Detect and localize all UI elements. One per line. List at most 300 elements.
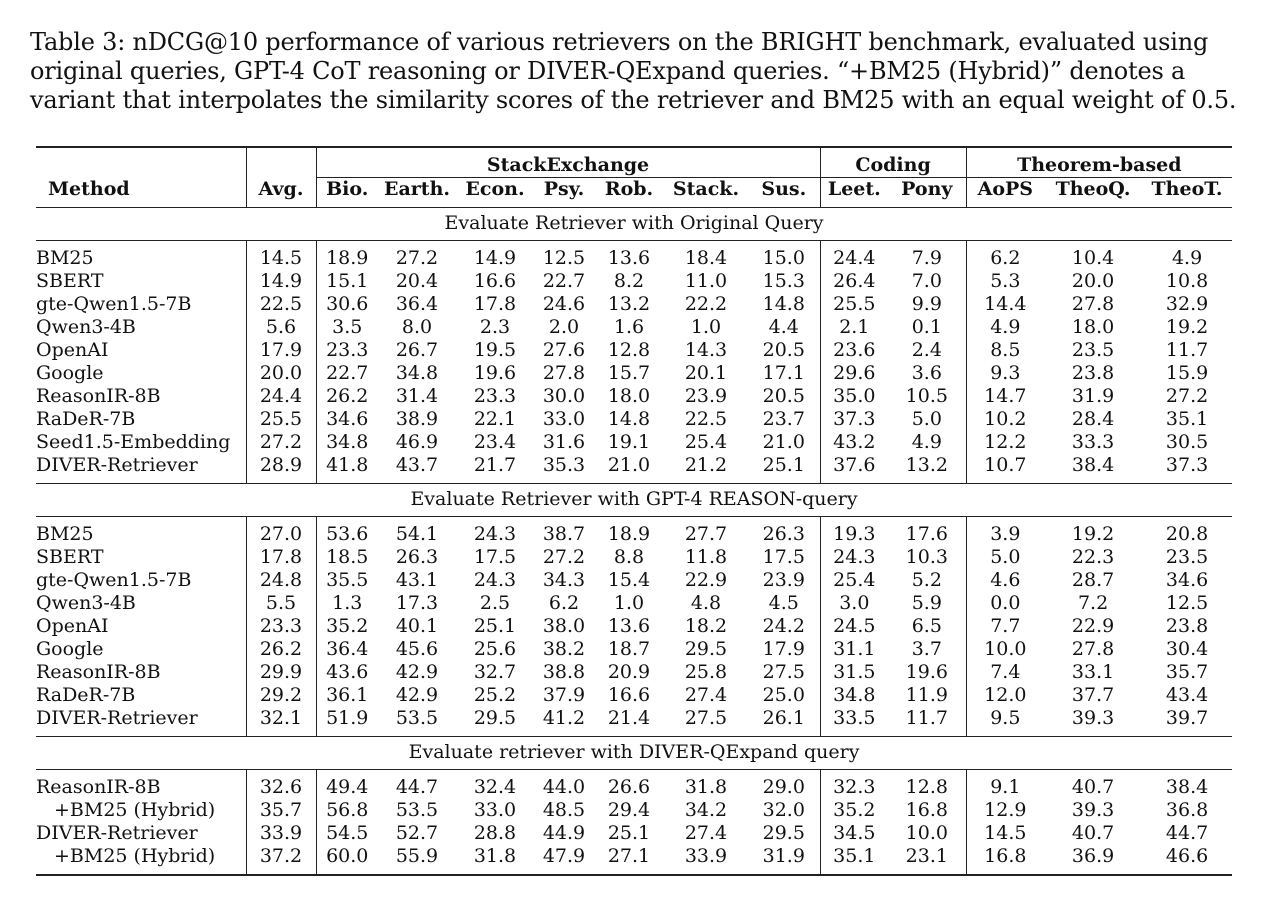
score-cell: 43.6 (316, 661, 378, 684)
score-cell: 27.8 (1071, 293, 1115, 315)
score-cell: 38.4 (1165, 776, 1209, 798)
score-cell: 23.8 (1165, 615, 1209, 637)
score-cell: 23.1 (905, 845, 948, 867)
score-cell: 48.5 (542, 799, 586, 821)
score-cell: 38.0 (542, 615, 586, 637)
score-cell: 27.2 (246, 431, 316, 454)
score-cell: 27.7 (684, 523, 728, 545)
table-row (36, 661, 1232, 684)
score-cell: 24.4 (820, 241, 888, 271)
score-cell: 33.5 (820, 707, 888, 737)
score-cell: 12.5 (542, 247, 586, 269)
score-cell: 52.7 (395, 822, 439, 844)
score-cell: 25.5 (246, 408, 316, 431)
score-cell: 25.2 (473, 684, 517, 706)
results-table (36, 146, 1232, 876)
score-cell: 36.8 (1165, 799, 1209, 821)
score-cell: 28.7 (1071, 569, 1115, 591)
score-cell: 24.8 (246, 569, 316, 592)
score-cell: 6.5 (911, 615, 942, 637)
score-cell: 18.5 (316, 546, 378, 569)
score-cell: 4.9 (911, 431, 942, 453)
score-cell: 5.2 (911, 569, 942, 591)
score-cell: 15.1 (316, 270, 378, 293)
score-cell: 27.2 (395, 247, 439, 269)
score-cell: 23.6 (820, 339, 888, 362)
score-cell: 14.7 (966, 385, 1044, 408)
score-cell: 19.6 (905, 661, 948, 683)
score-cell: 32.0 (762, 799, 805, 821)
method-name: DIVER-Retriever (36, 822, 198, 844)
score-cell: 3.6 (911, 362, 942, 384)
score-cell: 5.9 (911, 592, 942, 614)
score-cell: 26.6 (607, 776, 651, 798)
score-cell: 26.3 (762, 523, 805, 545)
score-cell: 37.7 (1071, 684, 1115, 706)
score-cell: 14.8 (762, 293, 805, 315)
score-cell: 44.7 (395, 776, 439, 798)
score-cell: 23.5 (1071, 339, 1115, 361)
score-cell: 26.2 (316, 385, 378, 408)
score-cell: 10.0 (905, 822, 948, 844)
score-cell: 53.6 (316, 517, 378, 547)
score-cell: 37.6 (820, 454, 888, 484)
score-cell: 14.9 (246, 270, 316, 293)
score-cell: 2.3 (479, 316, 511, 338)
score-cell: 43.4 (1165, 684, 1209, 706)
method-name: ReasonIR-8B (36, 385, 161, 407)
score-cell: 26.7 (395, 339, 439, 361)
score-cell: 29.2 (246, 684, 316, 707)
score-cell: 28.4 (1071, 408, 1115, 430)
score-cell: 13.6 (607, 615, 651, 637)
table-row (36, 241, 1232, 271)
table-row (36, 799, 1232, 822)
score-cell: 11.0 (684, 270, 728, 292)
score-cell: 4.8 (690, 592, 722, 614)
score-cell: 3.7 (911, 638, 942, 660)
column-header-leet: Leet. (820, 178, 888, 208)
score-cell: 16.6 (473, 270, 517, 292)
score-cell: 20.9 (607, 661, 651, 683)
table-row (36, 316, 1232, 339)
table-row (36, 569, 1232, 592)
method-name: +BM25 (Hybrid) (54, 799, 216, 821)
column-header-bio: Bio. (316, 178, 378, 208)
score-cell: 46.6 (1165, 845, 1209, 867)
score-cell: 19.6 (473, 362, 517, 384)
score-cell: 42.9 (395, 684, 439, 706)
score-cell: 28.8 (473, 822, 517, 844)
method-name: ReasonIR-8B (36, 661, 161, 683)
score-cell: 30.6 (316, 293, 378, 316)
score-cell: 24.6 (542, 293, 586, 315)
score-cell: 2.1 (820, 316, 888, 339)
score-cell: 33.0 (473, 799, 517, 821)
score-cell: 18.9 (316, 241, 378, 271)
score-cell: 34.6 (316, 408, 378, 431)
table-row (36, 339, 1232, 362)
score-cell: 12.9 (966, 799, 1044, 822)
score-cell: 34.3 (542, 569, 586, 591)
score-cell: 27.4 (684, 822, 728, 844)
score-cell: 26.1 (762, 707, 805, 729)
score-cell: 3.5 (316, 316, 378, 339)
section-header-row (36, 484, 1232, 517)
score-cell: 17.5 (473, 546, 517, 568)
score-cell: 34.8 (820, 684, 888, 707)
score-cell: 27.1 (607, 845, 651, 867)
table-row (36, 408, 1232, 431)
score-cell: 35.3 (542, 454, 586, 476)
score-cell: 18.0 (1071, 316, 1115, 338)
table-row (36, 546, 1232, 569)
column-header-pony: Pony (901, 178, 953, 200)
score-cell: 18.2 (684, 615, 728, 637)
score-cell: 19.2 (1071, 523, 1115, 545)
score-cell: 37.3 (820, 408, 888, 431)
score-cell: 30.5 (1165, 431, 1209, 453)
score-cell: 21.4 (607, 707, 651, 729)
score-cell: 17.3 (395, 592, 439, 614)
group-header-stackexchange: StackExchange (316, 147, 820, 178)
score-cell: 19.3 (820, 517, 888, 547)
score-cell: 6.2 (966, 241, 1044, 271)
score-cell: 40.1 (395, 615, 439, 637)
score-cell: 8.5 (966, 339, 1044, 362)
score-cell: 34.5 (820, 822, 888, 845)
score-cell: 25.1 (762, 454, 805, 476)
score-cell: 23.4 (473, 431, 517, 453)
score-cell: 23.9 (762, 569, 805, 591)
score-cell: 7.4 (966, 661, 1044, 684)
section-header-row (36, 737, 1232, 770)
score-cell: 38.7 (542, 523, 586, 545)
score-cell: 11.8 (684, 546, 728, 568)
table-header (36, 147, 1232, 208)
score-cell: 44.0 (542, 776, 586, 798)
score-cell: 8.0 (401, 316, 433, 338)
score-cell: 1.6 (613, 316, 645, 338)
score-cell: 21.2 (684, 454, 728, 476)
group-header-coding: Coding (820, 147, 966, 178)
score-cell: 20.0 (1071, 270, 1115, 292)
score-cell: 10.7 (966, 454, 1044, 484)
score-cell: 18.4 (684, 247, 728, 269)
score-cell: 11.7 (1165, 339, 1209, 361)
score-cell: 10.2 (966, 408, 1044, 431)
score-cell: 20.1 (684, 362, 728, 384)
method-name: gte-Qwen1.5-7B (36, 569, 192, 591)
score-cell: 7.0 (911, 270, 942, 292)
score-cell: 33.1 (1071, 661, 1115, 683)
score-cell: 31.1 (820, 638, 888, 661)
score-cell: 29.5 (473, 707, 517, 729)
column-header-theot: TheoT. (1151, 178, 1223, 200)
score-cell: 4.5 (768, 592, 799, 614)
score-cell: 28.9 (246, 454, 316, 484)
score-cell: 23.7 (762, 408, 805, 430)
score-cell: 1.0 (613, 592, 645, 614)
score-cell: 14.3 (684, 339, 728, 361)
score-cell: 31.9 (762, 845, 805, 867)
score-cell: 60.0 (316, 845, 378, 875)
score-cell: 6.2 (548, 592, 580, 614)
score-cell: 5.5 (246, 592, 316, 615)
score-cell: 56.8 (316, 799, 378, 822)
score-cell: 43.2 (820, 431, 888, 454)
score-cell: 22.7 (316, 362, 378, 385)
score-cell: 10.3 (905, 546, 948, 568)
section-title: Evaluate retriever with DIVER-QExpand query (36, 737, 1232, 770)
score-cell: 26.2 (246, 638, 316, 661)
score-cell: 37.9 (542, 684, 586, 706)
score-cell: 25.8 (684, 661, 728, 683)
score-cell: 36.4 (395, 293, 439, 315)
score-cell: 27.8 (1071, 638, 1115, 660)
score-cell: 15.3 (762, 270, 805, 292)
score-cell: 25.1 (607, 822, 651, 844)
table-body (36, 208, 1232, 876)
section-header-row (36, 208, 1232, 241)
score-cell: 38.4 (1071, 454, 1115, 476)
table-row (36, 270, 1232, 293)
score-cell: 14.8 (607, 408, 651, 430)
score-cell: 29.6 (820, 362, 888, 385)
score-cell: 19.5 (473, 339, 517, 361)
score-cell: 35.0 (820, 385, 888, 408)
score-cell: 27.2 (542, 546, 586, 568)
score-cell: 36.9 (1071, 845, 1115, 867)
column-header-avg: Avg. (246, 178, 316, 208)
method-name: SBERT (36, 270, 104, 292)
score-cell: 38.2 (542, 638, 586, 660)
score-cell: 34.8 (395, 362, 439, 384)
score-cell: 13.2 (607, 293, 651, 315)
score-cell: 32.7 (473, 661, 517, 683)
score-cell: 26.4 (820, 270, 888, 293)
score-cell: 14.9 (473, 247, 517, 269)
score-cell: 9.3 (966, 362, 1044, 385)
method-name: DIVER-Retriever (36, 707, 198, 729)
method-name: BM25 (36, 247, 94, 269)
score-cell: 53.5 (395, 799, 439, 821)
column-header-earth: Earth. (383, 178, 450, 200)
score-cell: 0.0 (966, 592, 1044, 615)
score-cell: 17.9 (762, 638, 805, 660)
score-cell: 19.1 (607, 431, 651, 453)
method-name: RaDeR-7B (36, 408, 136, 430)
score-cell: 22.9 (1071, 615, 1115, 637)
score-cell: 26.3 (395, 546, 439, 568)
method-name: Seed1.5-Embedding (36, 431, 231, 453)
score-cell: 24.3 (473, 523, 517, 545)
score-cell: 34.6 (1165, 569, 1209, 591)
score-cell: 21.7 (473, 454, 517, 476)
score-cell: 35.2 (820, 799, 888, 822)
column-header-psy: Psy. (543, 178, 585, 200)
score-cell: 49.4 (316, 770, 378, 800)
score-cell: 27.4 (684, 684, 728, 706)
score-cell: 20.5 (762, 339, 805, 361)
score-cell: 30.4 (1165, 638, 1209, 660)
score-cell: 24.3 (473, 569, 517, 591)
score-cell: 22.9 (684, 569, 728, 591)
table-row (36, 638, 1232, 661)
score-cell: 27.2 (1165, 385, 1209, 407)
score-cell: 21.0 (762, 431, 805, 453)
score-cell: 54.1 (395, 523, 439, 545)
score-cell: 24.2 (762, 615, 805, 637)
score-cell: 12.8 (607, 339, 651, 361)
score-cell: 25.4 (820, 569, 888, 592)
score-cell: 38.9 (395, 408, 439, 430)
score-cell: 17.5 (762, 546, 805, 568)
score-cell: 29.9 (246, 661, 316, 684)
score-cell: 9.9 (911, 293, 942, 315)
score-cell: 10.0 (966, 638, 1044, 661)
score-cell: 32.6 (246, 770, 316, 800)
score-cell: 37.3 (1165, 454, 1209, 476)
score-cell: 43.1 (395, 569, 439, 591)
score-cell: 16.8 (905, 799, 948, 821)
score-cell: 4.9 (1171, 247, 1203, 269)
score-cell: 0.1 (911, 316, 942, 338)
score-cell: 5.6 (246, 316, 316, 339)
score-cell: 14.5 (246, 241, 316, 271)
score-cell: 51.9 (316, 707, 378, 737)
score-cell: 20.8 (1165, 523, 1209, 545)
score-cell: 46.9 (395, 431, 439, 453)
section-title: Evaluate Retriever with GPT-4 REASON-query (36, 484, 1232, 517)
score-cell: 20.0 (246, 362, 316, 385)
score-cell: 35.5 (316, 569, 378, 592)
score-cell: 18.7 (607, 638, 651, 660)
score-cell: 17.1 (762, 362, 805, 384)
score-cell: 2.0 (548, 316, 580, 338)
score-cell: 39.3 (1071, 707, 1115, 729)
score-cell: 23.5 (1165, 546, 1209, 568)
score-cell: 23.8 (1071, 362, 1115, 384)
score-cell: 36.1 (316, 684, 378, 707)
column-header-theoq: TheoQ. (1055, 178, 1131, 200)
score-cell: 12.5 (1165, 592, 1209, 614)
score-cell: 31.5 (820, 661, 888, 684)
column-header-aops: AoPS (966, 178, 1044, 208)
score-cell: 31.8 (684, 776, 728, 798)
score-cell: 33.9 (246, 822, 316, 845)
score-cell: 15.4 (607, 569, 651, 591)
score-cell: 29.0 (762, 776, 805, 798)
score-cell: 1.0 (690, 316, 722, 338)
score-cell: 24.5 (820, 615, 888, 638)
column-header-sus: Sus. (761, 178, 807, 200)
score-cell: 29.5 (762, 822, 805, 844)
score-cell: 53.5 (395, 707, 439, 729)
score-cell: 17.9 (246, 339, 316, 362)
section-title: Evaluate Retriever with Original Query (36, 208, 1232, 241)
score-cell: 25.4 (684, 431, 728, 453)
score-cell: 13.2 (905, 454, 948, 476)
score-cell: 16.6 (607, 684, 651, 706)
score-cell: 9.5 (966, 707, 1044, 737)
score-cell: 10.4 (1071, 247, 1115, 269)
score-cell: 14.5 (966, 822, 1044, 845)
score-cell: 25.5 (820, 293, 888, 316)
score-cell: 15.7 (607, 362, 651, 384)
table-row (36, 770, 1232, 800)
table-row (36, 845, 1232, 875)
score-cell: 17.8 (246, 546, 316, 569)
score-cell: 35.7 (1165, 661, 1209, 683)
column-header-econ: Econ. (465, 178, 525, 200)
score-cell: 22.7 (542, 270, 586, 292)
score-cell: 36.4 (316, 638, 378, 661)
score-cell: 25.0 (762, 684, 805, 706)
score-cell: 10.5 (905, 385, 948, 407)
score-cell: 31.6 (542, 431, 586, 453)
score-cell: 11.9 (905, 684, 948, 706)
score-cell: 7.9 (911, 247, 942, 269)
score-cell: 33.9 (684, 845, 728, 867)
table-caption: Table 3: nDCG@10 performance of various retrievers on the BRIGHT benchmark, evaluated using original queries, GPT-4 CoT reasoning or DIVER-QExpand queries. “+BM25 (Hybrid)” denotes a variant that interpolates the similarity scores of the retriever and BM25 with an equal weight of 0.5. (30, 28, 1237, 114)
score-cell: 37.2 (246, 845, 316, 875)
score-cell: 3.0 (820, 592, 888, 615)
score-cell: 5.0 (966, 546, 1044, 569)
score-cell: 34.8 (316, 431, 378, 454)
score-cell: 35.2 (316, 615, 378, 638)
method-name: OpenAI (36, 339, 109, 361)
score-cell: 33.0 (542, 408, 586, 430)
score-cell: 20.4 (395, 270, 439, 292)
method-name: SBERT (36, 546, 104, 568)
score-cell: 22.1 (473, 408, 517, 430)
group-header-theorem: Theorem-based (966, 147, 1232, 178)
score-cell: 22.3 (1071, 546, 1115, 568)
method-name: DIVER-Retriever (36, 454, 198, 476)
table-row (36, 684, 1232, 707)
score-cell: 7.2 (1077, 592, 1109, 614)
score-cell: 24.4 (246, 385, 316, 408)
score-cell: 39.3 (1071, 799, 1115, 821)
table-row (36, 293, 1232, 316)
score-cell: 22.5 (684, 408, 728, 430)
table-row (36, 454, 1232, 484)
score-cell: 32.4 (473, 776, 517, 798)
score-cell: 10.8 (1165, 270, 1209, 292)
score-cell: 1.3 (316, 592, 378, 615)
score-cell: 19.2 (1165, 316, 1209, 338)
table-row (36, 431, 1232, 454)
score-cell: 15.0 (762, 247, 805, 269)
score-cell: 41.8 (316, 454, 378, 484)
score-cell: 33.3 (1071, 431, 1115, 453)
method-name: OpenAI (36, 615, 109, 637)
score-cell: 35.1 (1165, 408, 1209, 430)
score-cell: 11.7 (905, 707, 948, 729)
score-cell: 8.2 (613, 270, 645, 292)
score-cell: 8.8 (613, 546, 645, 568)
score-cell: 18.9 (607, 523, 651, 545)
score-cell: 32.1 (246, 707, 316, 737)
score-cell: 12.8 (905, 776, 948, 798)
score-cell: 4.4 (768, 316, 799, 338)
score-cell: 27.0 (246, 517, 316, 547)
score-cell: 27.5 (762, 661, 805, 683)
score-cell: 25.6 (473, 638, 517, 660)
table-row (36, 385, 1232, 408)
score-cell: 32.9 (1165, 293, 1209, 315)
